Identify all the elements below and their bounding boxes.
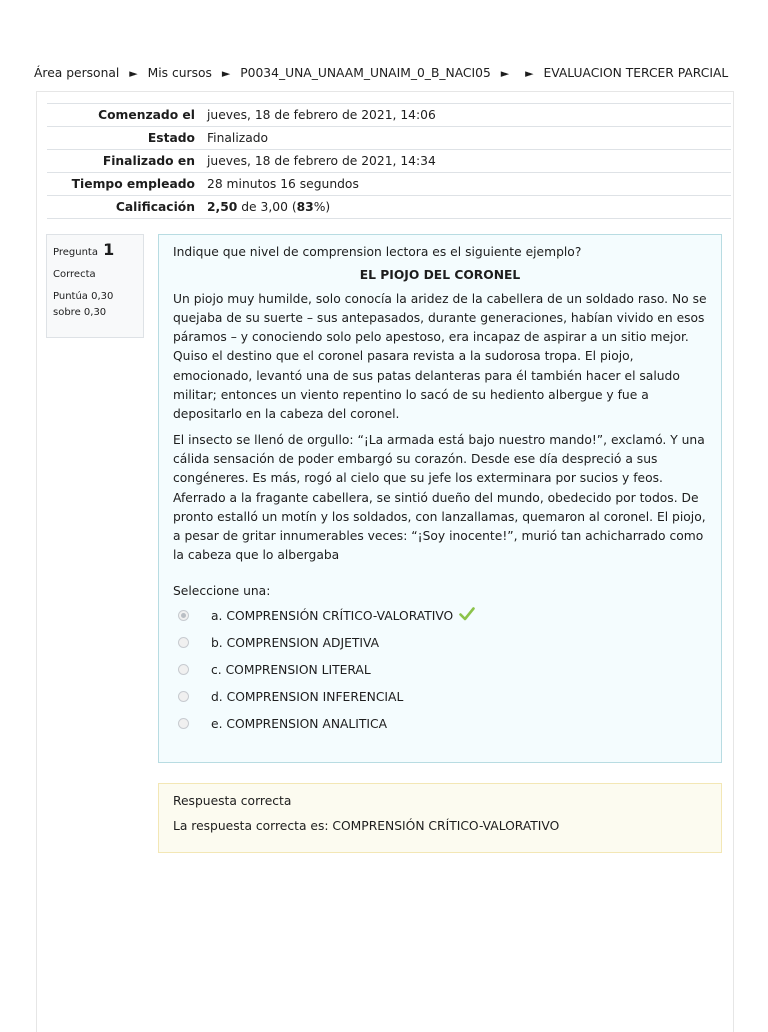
feedback-status: Respuesta correcta [173,794,292,808]
summary-label: Tiempo empleado [47,173,203,196]
answer-option-label: e. COMPRENSION ANALITICA [211,717,388,732]
breadcrumb-item-mis-cursos[interactable]: Mis cursos [147,66,212,80]
grade-value [203,196,731,219]
breadcrumb-item-course[interactable]: P0034_UNA_UNAAM_UNAIM_0_B_NACI05 [240,66,491,80]
reading-paragraph: Un piojo muy humilde, solo conocía la aridez de la cabellera de un soldado raso. No se quejaba de su suerte – sus antepasados, durante generaciones, habían vivido en esos páramos – y conociendo solo pelo apestoso, era incapaz de aspirar a un sitio mejor. Quiso el destino que el coronel pasara revista a la sudorosa tropa. El piojo, emocionado, levantó una de sus patas delanteras para él también hacer el saludo militar; entonces un viento repentino lo sacó de su hediento albergue y fue a depositarlo en la cabeza del coronel. [173,291,707,422]
answer-option-d[interactable] [173,684,707,711]
review-page-frame [36,91,734,1032]
summary-value: Finalizado [203,127,731,150]
summary-row-time-taken [47,173,731,196]
breadcrumb [34,64,728,83]
summary-row-started [47,104,731,127]
question-prompt: Indique que nivel de comprension lectora es el siguiente ejemplo? [173,245,582,259]
breadcrumb-separator-icon: ► [500,67,510,80]
summary-value: 28 minutos 16 segundos [203,173,731,196]
summary-label: Finalizado en [47,150,203,173]
answer-option-b[interactable] [173,630,707,657]
select-one-label: Seleccione una: [173,583,271,598]
answer-option-a[interactable] [173,603,707,630]
question-number-value: 1 [103,240,115,259]
summary-row-grade [47,196,731,219]
summary-label: Estado [47,127,203,150]
summary-row-completed [47,150,731,173]
radio-button-checked[interactable] [178,610,189,621]
grade-text: de 3,00 ( [237,199,297,214]
breadcrumb-separator-icon: ► [525,67,534,80]
question-content [158,234,722,763]
breadcrumb-separator-icon: ► [221,67,231,80]
answer-option-label: c. COMPRENSION LITERAL [211,663,371,678]
breadcrumb-item-area-personal[interactable]: Área personal [34,66,120,80]
grade-percent: 83 [296,199,314,214]
radio-button[interactable] [178,691,189,702]
answer-option-label: d. COMPRENSION INFERENCIAL [211,690,404,705]
question-number [53,242,137,261]
answer-option-e[interactable] [173,711,707,738]
summary-value: jueves, 18 de febrero de 2021, 14:06 [203,104,731,127]
check-icon [459,604,475,630]
question-number-prefix: Pregunta [53,247,98,258]
feedback-right-answer: La respuesta correcta es: COMPRENSIÓN CRÍTICO-VALORATIVO [173,819,560,834]
breadcrumb-separator-icon: ► [129,67,138,80]
summary-label: Calificación [47,196,203,219]
reading-paragraph: El insecto se llenó de orgullo: “¡La armada está bajo nuestro mando!”, exclamó. Y una cálida sensación de poder embargó su corazón. Desde ese día despreció a sus congéneres. Es más, rogó al cielo que su jefe los exterminara por sucios y feos. Aferrado a la fragante cabellera, se sintió dueño del mundo, obedecido por todos. De pronto estalló un motín y los soldados, con lanzallamas, quemaron al coronel. El piojo, a pesar de gritar innumerables veces: “¡Soy inocente!”, murió tan achicharrado como la cabeza que lo albergaba [173,432,706,563]
summary-row-state [47,127,731,150]
radio-button[interactable] [178,637,189,648]
answer-option-c[interactable] [173,657,707,684]
question-info-box [46,234,144,338]
breadcrumb-item-quiz[interactable]: EVALUACION TERCER PARCIAL [543,66,729,80]
radio-button[interactable] [178,718,189,729]
summary-value: jueves, 18 de febrero de 2021, 14:34 [203,150,731,173]
attempt-summary-table [47,103,731,219]
grade-text-end: %) [313,199,331,214]
answer-option-label: b. COMPRENSION ADJETIVA [211,636,380,651]
question-mark: Puntúa 0,30 sobre 0,30 [53,291,114,318]
radio-button[interactable] [178,664,189,675]
reading-title: EL PIOJO DEL CORONEL [359,268,521,283]
summary-label: Comenzado el [47,104,203,127]
answer-feedback [158,783,722,853]
answer-option-label: a. COMPRENSIÓN CRÍTICO-VALORATIVO [211,609,454,624]
question-state: Correcta [53,269,96,280]
grade-score: 2,50 [207,199,238,214]
